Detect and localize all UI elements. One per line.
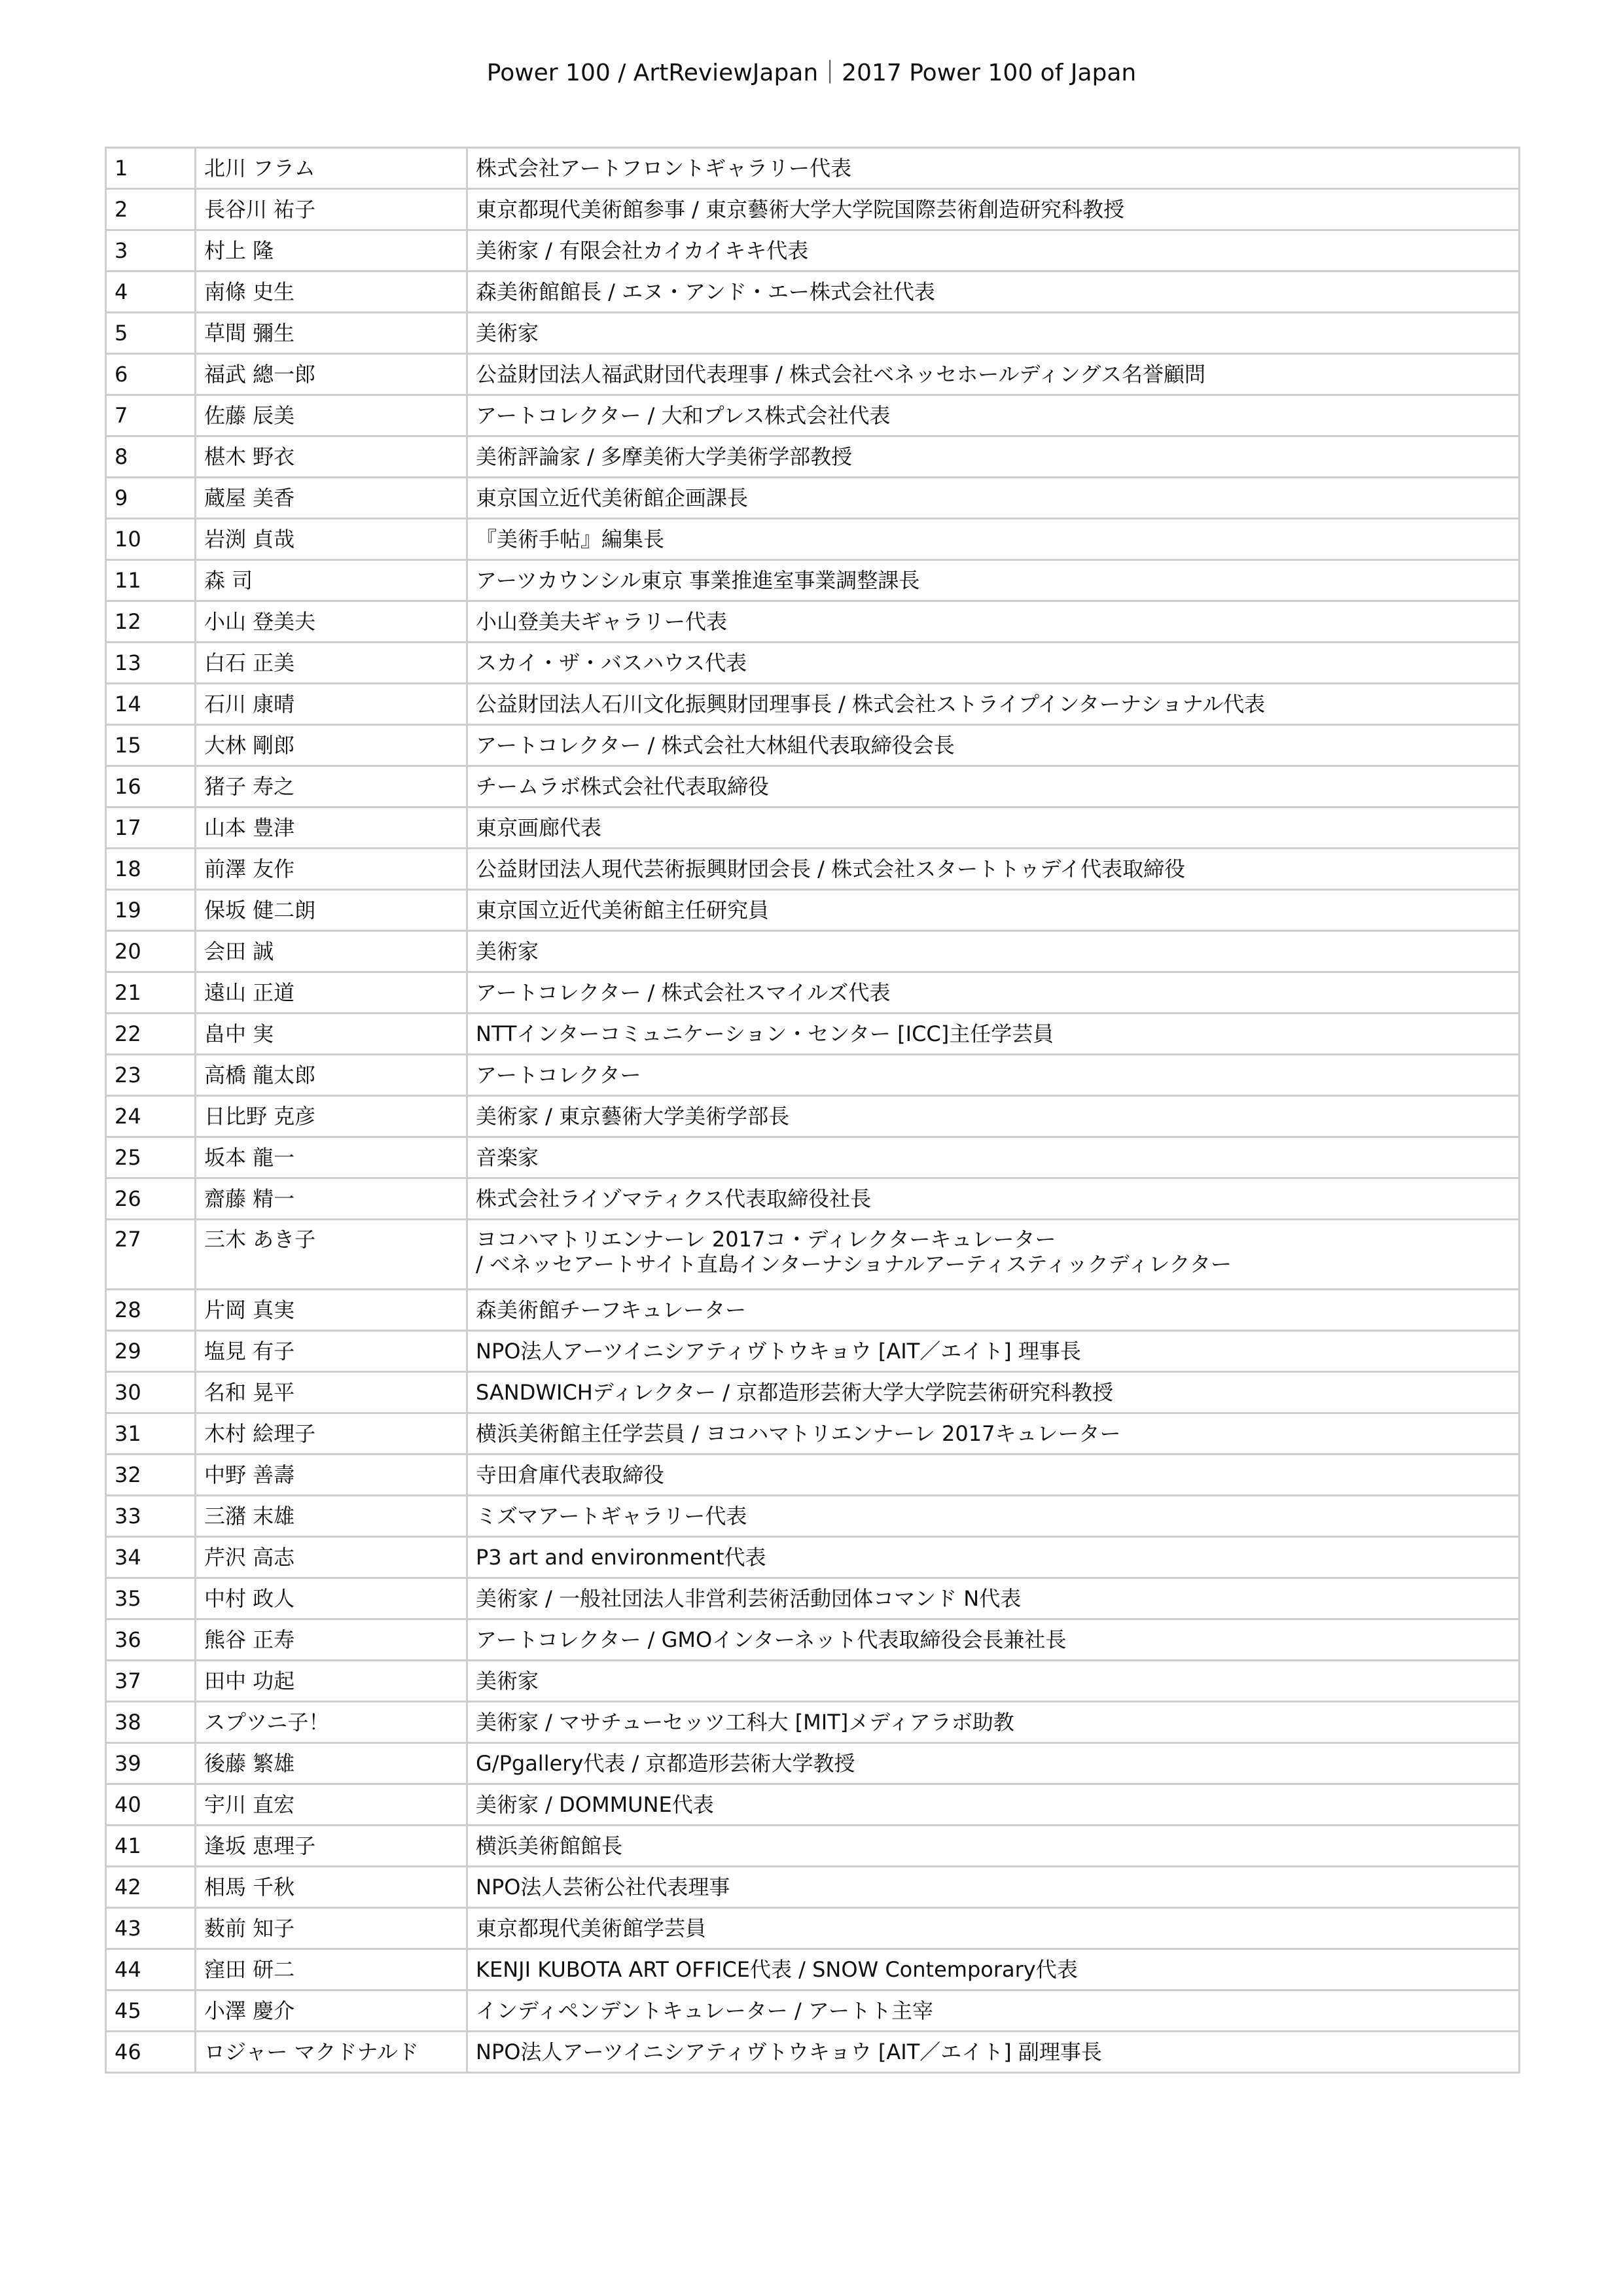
rank-cell: 15 <box>106 725 196 766</box>
name-cell: 窪田 研二 <box>196 1949 467 1990</box>
role-text: 東京国立近代美術館主任研究員 <box>476 898 770 923</box>
name-cell: 佐藤 辰美 <box>196 395 467 436</box>
table-row <box>106 807 1520 849</box>
rank-cell: 25 <box>106 1137 196 1178</box>
name-cell: 岩渕 貞哉 <box>196 519 467 560</box>
table-row <box>106 931 1520 972</box>
role-text: 美術家 / 一般社団法人非営利芸術活動団体コマンド N代表 <box>476 1586 1022 1611</box>
name-cell: 村上 隆 <box>196 230 467 272</box>
table-row <box>106 395 1520 436</box>
role-text: 森美術館館長 / エヌ・アンド・エー株式会社代表 <box>476 279 935 304</box>
rank-cell: 22 <box>106 1014 196 1055</box>
role-cell <box>467 1784 1520 1826</box>
name-cell: 木村 絵理子 <box>196 1413 467 1455</box>
name-cell: 草間 彌生 <box>196 313 467 354</box>
role-text: スカイ・ザ・バスハウス代表 <box>476 650 747 675</box>
name-cell: 畠中 実 <box>196 1014 467 1055</box>
rank-cell: 28 <box>106 1290 196 1331</box>
role-text: 株式会社ライゾマティクス代表取締役社長 <box>476 1186 872 1211</box>
role-cell <box>467 313 1520 354</box>
table-row <box>106 1372 1520 1413</box>
name-cell: 中野 善壽 <box>196 1455 467 1496</box>
role-cell <box>467 1990 1520 2032</box>
table-row <box>106 272 1520 313</box>
role-text: NPO法人アーツイニシアティヴトウキョウ [AIT／エイト] 理事長 <box>476 1339 1081 1364</box>
role-cell <box>467 519 1520 560</box>
role-text: アートコレクター / 株式会社スマイルズ代表 <box>476 980 891 1005</box>
role-text: ミズマアートギャラリー代表 <box>476 1504 747 1528</box>
role-cell <box>467 1743 1520 1784</box>
name-cell: 薮前 知子 <box>196 1908 467 1949</box>
name-cell: 塩見 有子 <box>196 1331 467 1372</box>
rank-cell: 32 <box>106 1455 196 1496</box>
rank-cell: 4 <box>106 272 196 313</box>
role-text: 寺田倉庫代表取締役 <box>476 1462 665 1487</box>
role-text: 公益財団法人現代芸術振興財団会長 / 株式会社スタートトゥデイ代表取締役 <box>476 857 1186 881</box>
rank-cell: 36 <box>106 1619 196 1661</box>
rank-cell: 42 <box>106 1867 196 1908</box>
table-row <box>106 519 1520 560</box>
rank-cell: 11 <box>106 560 196 601</box>
table-row <box>106 1908 1520 1949</box>
role-cell <box>467 1867 1520 1908</box>
table-row <box>106 684 1520 725</box>
role-text: P3 art and environment代表 <box>476 1545 766 1570</box>
table-row <box>106 1014 1520 1055</box>
rank-cell: 44 <box>106 1949 196 1990</box>
rank-cell: 5 <box>106 313 196 354</box>
rank-cell: 30 <box>106 1372 196 1413</box>
table-row <box>106 1867 1520 1908</box>
table-row <box>106 1137 1520 1178</box>
role-text: ヨコハマトリエンナーレ 2017コ・ディレクターキュレーター <box>476 1227 1056 1252</box>
table-row <box>106 1702 1520 1743</box>
rank-cell: 24 <box>106 1096 196 1137</box>
role-cell <box>467 1702 1520 1743</box>
role-cell <box>467 2032 1520 2073</box>
table-row <box>106 1826 1520 1867</box>
role-cell <box>467 643 1520 684</box>
rank-cell: 45 <box>106 1990 196 2032</box>
role-text: 美術家 / 有限会社カイカイキキ代表 <box>476 238 809 263</box>
role-text: 公益財団法人石川文化振興財団理事長 / 株式会社ストライプインターナショナル代表 <box>476 692 1266 716</box>
table-row <box>106 1331 1520 1372</box>
page-title: Power 100 / ArtReviewJapan｜2017 Power 100 of Japan <box>486 60 1137 86</box>
name-cell: 名和 晃平 <box>196 1372 467 1413</box>
role-text: 東京都現代美術館学芸員 <box>476 1916 707 1941</box>
role-cell <box>467 272 1520 313</box>
role-cell <box>467 1178 1520 1220</box>
table-row <box>106 1055 1520 1096</box>
name-cell: 熊谷 正寿 <box>196 1619 467 1661</box>
role-cell <box>467 972 1520 1014</box>
role-text: NTTインターコミュニケーション・センター [ICC]主任学芸員 <box>476 1021 1054 1046</box>
name-cell: 猪子 寿之 <box>196 766 467 807</box>
name-cell: 遠山 正道 <box>196 972 467 1014</box>
role-cell <box>467 1413 1520 1455</box>
role-cell <box>467 395 1520 436</box>
rank-cell: 14 <box>106 684 196 725</box>
role-text: 小山登美夫ギャラリー代表 <box>476 609 728 634</box>
role-text: 公益財団法人福武財団代表理事 / 株式会社ベネッセホールディングス名誉顧問 <box>476 362 1205 387</box>
role-cell <box>467 684 1520 725</box>
name-cell: 石川 康晴 <box>196 684 467 725</box>
table-row <box>106 436 1520 478</box>
name-cell: 前澤 友作 <box>196 849 467 890</box>
rank-cell: 6 <box>106 354 196 395</box>
role-cell <box>467 1578 1520 1619</box>
role-text: 東京画廊代表 <box>476 815 602 840</box>
rank-cell: 33 <box>106 1496 196 1537</box>
rank-cell: 41 <box>106 1826 196 1867</box>
rank-cell: 34 <box>106 1537 196 1578</box>
rank-cell: 16 <box>106 766 196 807</box>
role-text: 美術家 / 東京藝術大学美術学部長 <box>476 1104 790 1129</box>
table-row <box>106 1949 1520 1990</box>
role-text: 音楽家 <box>476 1145 539 1170</box>
table-row <box>106 1578 1520 1619</box>
name-cell: 高橋 龍太郎 <box>196 1055 467 1096</box>
rank-cell: 10 <box>106 519 196 560</box>
table-row <box>106 1990 1520 2032</box>
role-cell <box>467 189 1520 230</box>
role-text: 東京国立近代美術館企画課長 <box>476 486 749 510</box>
table-row <box>106 1537 1520 1578</box>
table-row <box>106 1784 1520 1826</box>
table-row <box>106 849 1520 890</box>
name-cell: 保坂 健二朗 <box>196 890 467 931</box>
name-cell: 会田 誠 <box>196 931 467 972</box>
name-cell: 相馬 千秋 <box>196 1867 467 1908</box>
name-cell: スプツニ子！ <box>196 1702 467 1743</box>
name-cell: 日比野 克彦 <box>196 1096 467 1137</box>
role-text: アートコレクター / 大和プレス株式会社代表 <box>476 403 891 428</box>
role-cell <box>467 1949 1520 1990</box>
table-row <box>106 1220 1520 1290</box>
table-row <box>106 1496 1520 1537</box>
rank-cell: 23 <box>106 1055 196 1096</box>
rank-cell: 29 <box>106 1331 196 1372</box>
rank-cell: 9 <box>106 478 196 519</box>
table-row <box>106 1178 1520 1220</box>
role-cell <box>467 1619 1520 1661</box>
rank-cell: 17 <box>106 807 196 849</box>
role-text: 美術家 / DOMMUNE代表 <box>476 1792 714 1817</box>
role-text-continued: / ベネッセアートサイト直島インターナショナルアーティスティックディレクター <box>476 1252 1232 1277</box>
table-row <box>106 230 1520 272</box>
role-text: SANDWICHディレクター / 京都造形芸術大学大学院芸術研究科教授 <box>476 1380 1114 1405</box>
role-cell <box>467 478 1520 519</box>
rank-cell: 38 <box>106 1702 196 1743</box>
role-text: アートコレクター / GMOインターネット代表取締役会長兼社長 <box>476 1627 1067 1652</box>
rank-cell: 8 <box>106 436 196 478</box>
table-row <box>106 2032 1520 2073</box>
role-cell <box>467 1537 1520 1578</box>
role-text: 美術家 <box>476 1669 539 1693</box>
role-text: 『美術手帖』編集長 <box>476 527 665 552</box>
rank-cell: 13 <box>106 643 196 684</box>
name-cell: 福武 總一郎 <box>196 354 467 395</box>
table-row <box>106 1743 1520 1784</box>
role-cell <box>467 1496 1520 1537</box>
role-cell <box>467 1908 1520 1949</box>
rank-cell: 20 <box>106 931 196 972</box>
role-cell <box>467 560 1520 601</box>
table-row <box>106 1096 1520 1137</box>
role-cell <box>467 1372 1520 1413</box>
rank-cell: 26 <box>106 1178 196 1220</box>
role-text: チームラボ株式会社代表取締役 <box>476 774 770 799</box>
name-cell: 椹木 野衣 <box>196 436 467 478</box>
rank-cell: 39 <box>106 1743 196 1784</box>
role-cell <box>467 1137 1520 1178</box>
role-cell <box>467 807 1520 849</box>
role-text: KENJI KUBOTA ART OFFICE代表 / SNOW Contemporary代表 <box>476 1957 1078 1982</box>
name-cell: 三木 あき子 <box>196 1220 467 1290</box>
name-cell: 三潴 末雄 <box>196 1496 467 1537</box>
name-cell: 芹沢 高志 <box>196 1537 467 1578</box>
table-row <box>106 766 1520 807</box>
table-row <box>106 1455 1520 1496</box>
role-text: NPO法人アーツイニシアティヴトウキョウ [AIT／エイト] 副理事長 <box>476 2040 1102 2064</box>
name-cell: 白石 正美 <box>196 643 467 684</box>
role-cell <box>467 766 1520 807</box>
name-cell: 齋藤 精一 <box>196 1178 467 1220</box>
role-cell <box>467 1661 1520 1702</box>
name-cell: ロジャー マクドナルド <box>196 2032 467 2073</box>
name-cell: 蔵屋 美香 <box>196 478 467 519</box>
name-cell: 小澤 慶介 <box>196 1990 467 2032</box>
role-cell <box>467 1055 1520 1096</box>
table-row <box>106 313 1520 354</box>
table-body <box>106 148 1520 2073</box>
table-row <box>106 1661 1520 1702</box>
rank-cell: 1 <box>106 148 196 189</box>
rank-cell: 21 <box>106 972 196 1014</box>
rank-cell: 35 <box>106 1578 196 1619</box>
table-row <box>106 478 1520 519</box>
rank-cell: 12 <box>106 601 196 643</box>
role-cell <box>467 1455 1520 1496</box>
role-text: インディペンデントキュレーター / アートト主宰 <box>476 1998 933 2023</box>
role-text: G/Pgallery代表 / 京都造形芸術大学教授 <box>476 1751 855 1776</box>
rank-cell: 19 <box>106 890 196 931</box>
role-cell <box>467 1014 1520 1055</box>
power-100-table <box>105 147 1520 2074</box>
name-cell: 宇川 直宏 <box>196 1784 467 1826</box>
name-cell: 逢坂 恵理子 <box>196 1826 467 1867</box>
role-text: アートコレクター / 株式会社大林組代表取締役会長 <box>476 733 955 758</box>
rank-cell: 31 <box>106 1413 196 1455</box>
role-cell <box>467 1331 1520 1372</box>
table-row <box>106 1619 1520 1661</box>
role-text: 東京都現代美術館参事 / 東京藝術大学大学院国際芸術創造研究科教授 <box>476 197 1125 222</box>
role-cell <box>467 849 1520 890</box>
role-cell <box>467 931 1520 972</box>
role-text: 森美術館チーフキュレーター <box>476 1298 747 1322</box>
rank-cell: 37 <box>106 1661 196 1702</box>
table-row <box>106 601 1520 643</box>
role-text: 美術評論家 / 多摩美術大学美術学部教授 <box>476 444 853 469</box>
name-cell: 大林 剛郎 <box>196 725 467 766</box>
role-text: 株式会社アートフロントギャラリー代表 <box>476 156 852 181</box>
name-cell: 南條 史生 <box>196 272 467 313</box>
table-row <box>106 972 1520 1014</box>
rank-cell: 2 <box>106 189 196 230</box>
name-cell: 後藤 繁雄 <box>196 1743 467 1784</box>
table-row <box>106 1413 1520 1455</box>
name-cell: 森 司 <box>196 560 467 601</box>
role-cell <box>467 1290 1520 1331</box>
role-text: NPO法人芸術公社代表理事 <box>476 1875 730 1899</box>
table-row <box>106 354 1520 395</box>
name-cell: 山本 豊津 <box>196 807 467 849</box>
name-cell: 長谷川 祐子 <box>196 189 467 230</box>
role-text: 横浜美術館館長 <box>476 1833 623 1858</box>
role-cell <box>467 354 1520 395</box>
role-text: アートコレクター <box>476 1063 641 1087</box>
role-cell <box>467 230 1520 272</box>
role-text: 美術家 / マサチューセッツ工科大 [MIT]メディアラボ助教 <box>476 1710 1014 1735</box>
role-cell <box>467 1826 1520 1867</box>
table-row <box>106 890 1520 931</box>
name-cell: 中村 政人 <box>196 1578 467 1619</box>
table-row <box>106 560 1520 601</box>
rank-cell: 43 <box>106 1908 196 1949</box>
rank-cell: 27 <box>106 1220 196 1290</box>
rank-cell: 46 <box>106 2032 196 2073</box>
role-text: アーツカウンシル東京 事業推進室事業調整課長 <box>476 568 920 593</box>
role-cell <box>467 436 1520 478</box>
name-cell: 片岡 真実 <box>196 1290 467 1331</box>
rank-cell: 40 <box>106 1784 196 1826</box>
rank-cell: 18 <box>106 849 196 890</box>
role-cell <box>467 148 1520 189</box>
table-row <box>106 189 1520 230</box>
role-text: 美術家 <box>476 939 539 964</box>
table-row <box>106 725 1520 766</box>
name-cell: 小山 登美夫 <box>196 601 467 643</box>
role-cell <box>467 1220 1520 1290</box>
role-cell <box>467 890 1520 931</box>
table-row <box>106 643 1520 684</box>
rank-cell: 3 <box>106 230 196 272</box>
table-row <box>106 148 1520 189</box>
name-cell: 田中 功起 <box>196 1661 467 1702</box>
role-cell <box>467 1096 1520 1137</box>
name-cell: 坂本 龍一 <box>196 1137 467 1178</box>
role-text: 美術家 <box>476 321 539 345</box>
table-row <box>106 1290 1520 1331</box>
name-cell: 北川 フラム <box>196 148 467 189</box>
rank-cell: 7 <box>106 395 196 436</box>
role-cell <box>467 725 1520 766</box>
role-text: 横浜美術館主任学芸員 / ヨコハマトリエンナーレ 2017キュレーター <box>476 1421 1121 1446</box>
role-cell <box>467 601 1520 643</box>
